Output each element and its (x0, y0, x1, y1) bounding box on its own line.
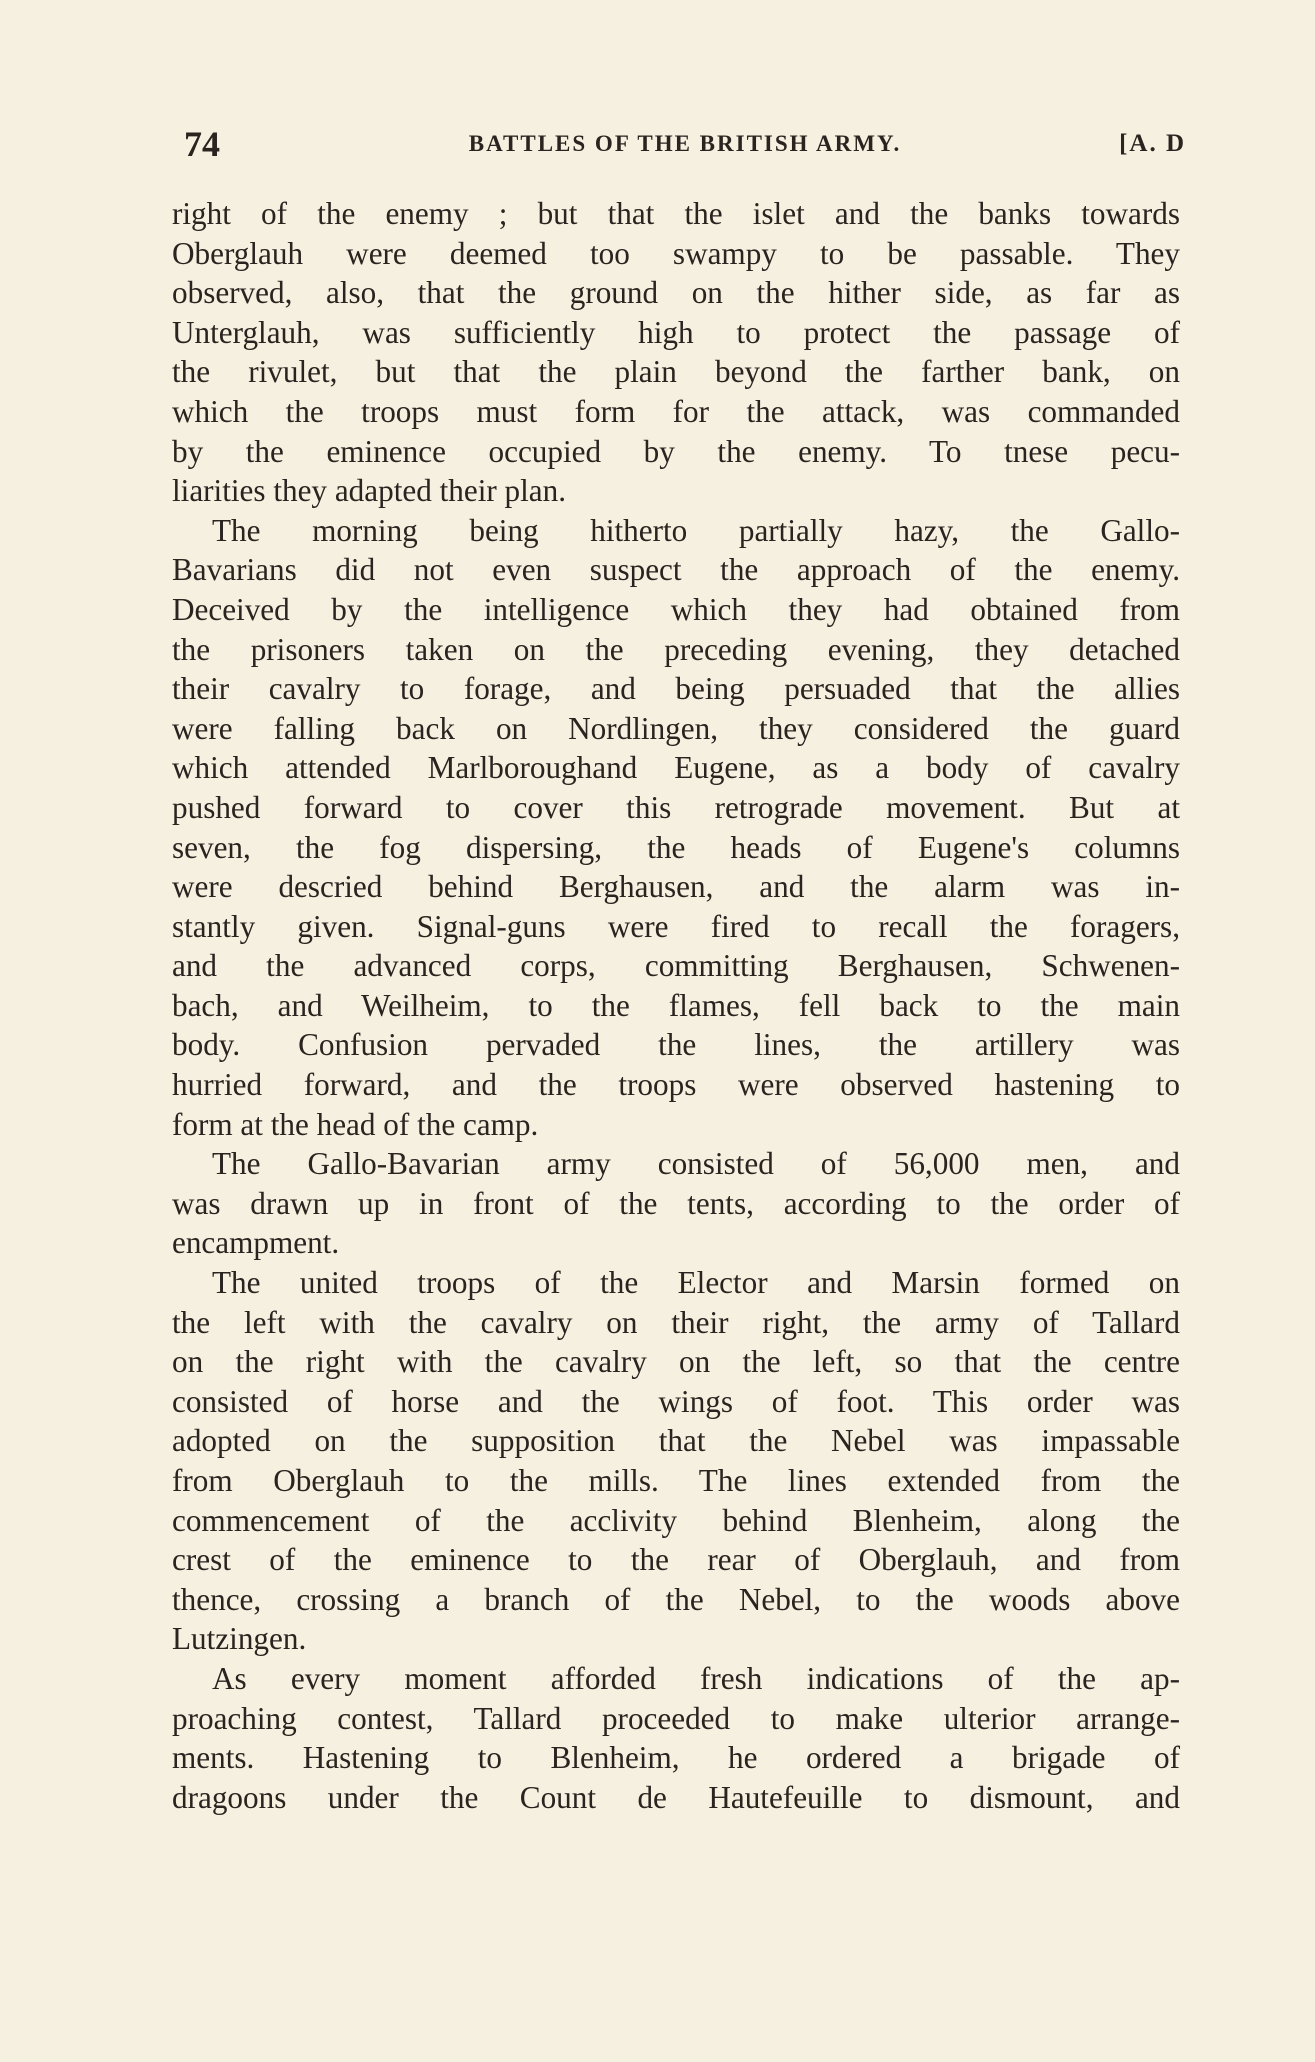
text-line: pushed forward to cover this retrograde movement. But at (172, 789, 1180, 825)
text-line: Deceived by the intelligence which they had obtained from (172, 591, 1180, 627)
text-line: The united troops of the Elector and Marsin formed on (212, 1265, 1180, 1301)
body-text (172, 194, 1180, 1817)
text-line: which the troops must form for the attack, was commanded (172, 393, 1180, 429)
text-line: the rivulet, but that the plain beyond the farther bank, on (172, 354, 1180, 390)
page-number: 74 (184, 124, 220, 164)
text-line: right of the enemy ; but that the islet and the banks towards (172, 196, 1180, 231)
text-line: commencement of the acclivity behind Blenheim, along the (172, 1502, 1180, 1538)
text-line: body. Confusion pervaded the lines, the artillery was (172, 1027, 1180, 1063)
header-date-mark: [A. D (1119, 130, 1186, 157)
running-head: BATTLES OF THE BRITISH ARMY. (468, 131, 902, 156)
text-line: The morning being hitherto partially hazy, the Gallo- (212, 512, 1180, 548)
text-line: Bavarians did not even suspect the approach of the enemy. (172, 552, 1180, 588)
text-line: bach, and Weilheim, to the flames, fell back to the main (172, 987, 1180, 1023)
text-line: was drawn up in front of the tents, according to the order of (172, 1185, 1180, 1221)
text-line: hurried forward, and the troops were observed hastening to (172, 1067, 1180, 1103)
text-line: crest of the eminence to the rear of Oberglauh, and from (172, 1542, 1180, 1578)
text-line: were descried behind Berghausen, and the alarm was in- (172, 869, 1180, 905)
text-line: encampment. (172, 1225, 340, 1261)
text-line: on the right with the cavalry on the left, so that the centre (172, 1344, 1180, 1380)
text-line: proaching contest, Tallard proceeded to make ulterior arrange- (172, 1700, 1180, 1736)
text-line: which attended Marlboroughand Eugene, as a body of cavalry (172, 750, 1180, 786)
text-line: their cavalry to forage, and being persuaded that the allies (172, 671, 1180, 707)
text-line: the left with the cavalry on their right, the army of Tallard (172, 1304, 1180, 1340)
text-line: Oberglauh were deemed too swampy to be passable. They (172, 235, 1180, 271)
text-line: seven, the fog dispersing, the heads of Eugene's columns (172, 829, 1180, 865)
text-line: form at the head of the camp. (172, 1106, 539, 1142)
text-line: Unterglauh, was sufficiently high to protect the passage of (172, 314, 1180, 350)
text-line: were falling back on Nordlingen, they considered the guard (172, 710, 1180, 746)
text-line: Lutzingen. (172, 1621, 307, 1657)
text-line: As every moment afforded fresh indications of the ap- (212, 1660, 1180, 1696)
text-line: the prisoners taken on the preceding evening, they detached (172, 631, 1180, 667)
text-line: thence, crossing a branch of the Nebel, to the woods above (172, 1581, 1180, 1617)
text-line: and the advanced corps, committing Berghausen, Schwenen- (172, 948, 1180, 984)
text-line: consisted of horse and the wings of foot. This order was (172, 1383, 1180, 1419)
text-line: by the eminence occupied by the enemy. To tnese pecu- (172, 433, 1180, 469)
page-header (184, 122, 1186, 166)
text-line: dragoons under the Count de Hautefeuille to dismount, and (172, 1779, 1180, 1815)
text-line: The Gallo-Bavarian army consisted of 56,000 men, and (212, 1146, 1180, 1182)
text-line: adopted on the supposition that the Nebel was impassable (172, 1423, 1180, 1459)
text-line: ments. Hastening to Blenheim, he ordered a brigade of (172, 1740, 1180, 1776)
text-line: liarities they adapted their plan. (172, 473, 567, 509)
text-line: from Oberglauh to the mills. The lines extended from the (172, 1463, 1180, 1498)
text-line: observed, also, that the ground on the hither side, as far as (172, 275, 1180, 311)
text-line: stantly given. Signal-guns were fired to recall the foragers, (172, 908, 1180, 944)
